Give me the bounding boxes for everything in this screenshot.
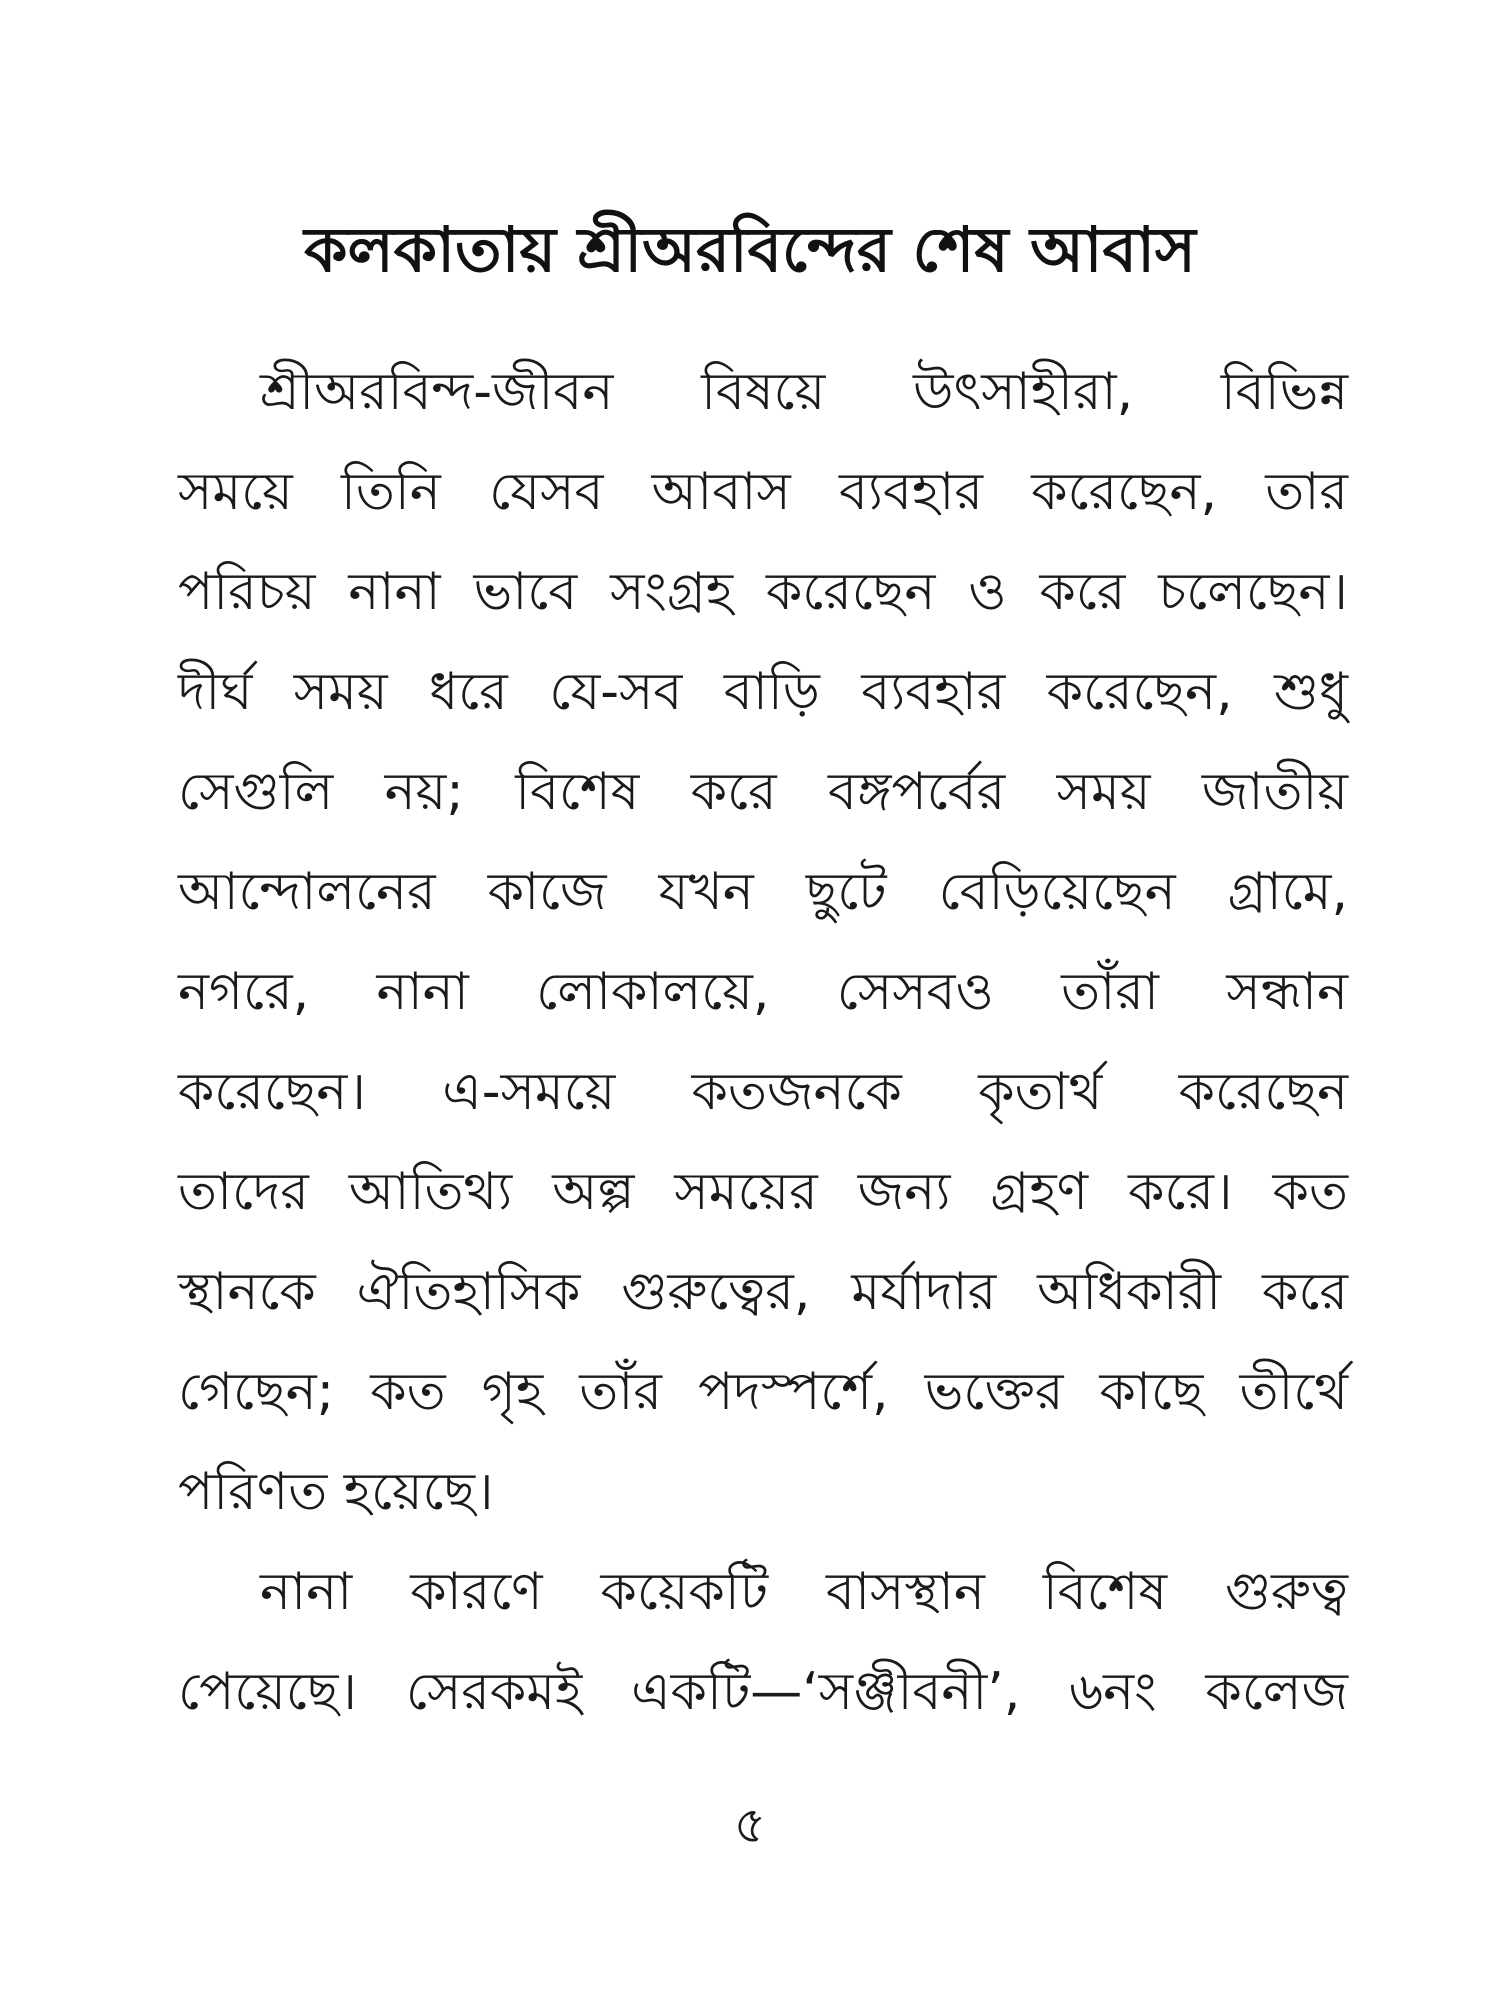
text-line: দীর্ঘ সময় ধরে যে-সব বাড়ি ব্যবহার করেছেন, শুধু (178, 662, 1348, 722)
text-line: স্থানকে ঐতিহাসিক গুরুত্বের, মর্যাদার অধিকারী করে (178, 1262, 1348, 1322)
text-line: সময়ে তিনি যেসব আবাস ব্যবহার করেছেন, তার (178, 462, 1348, 522)
text-line: তাদের আতিথ্য অল্প সময়ের জন্য গ্রহণ করে। কত (178, 1162, 1348, 1222)
text-line: করেছেন। এ-সময়ে কতজনকে কৃতার্থ করেছেন (178, 1062, 1348, 1122)
text-line: পরিণত হয়েছে। (178, 1462, 494, 1522)
text-line: নগরে, নানা লোকালয়ে, সেসবও তাঁরা সন্ধান (178, 962, 1348, 1022)
text-line: নানা কারণে কয়েকটি বাসস্থান বিশেষ গুরুত্ব (260, 1562, 1348, 1622)
chapter-title: কলকাতায় শ্রীঅরবিন্দের শেষ আবাস (304, 213, 1196, 286)
text-line: সেগুলি নয়; বিশেষ করে বঙ্গপর্বের সময় জাতীয় (178, 762, 1348, 822)
page-number: ৫ (733, 1796, 767, 1854)
text-line: আন্দোলনের কাজে যখন ছুটে বেড়িয়েছেন গ্রামে, (178, 862, 1348, 922)
text-line: পরিচয় নানা ভাবে সংগ্রহ করেছেন ও করে চলেছেন। (178, 562, 1348, 622)
text-line: পেয়েছে। সেরকমই একটি—‘সঞ্জীবনী’, ৬নং কলেজ (178, 1662, 1348, 1722)
text-line: গেছেন; কত গৃহ তাঁর পদস্পর্শে, ভক্তের কাছে তীর্থে (178, 1362, 1348, 1422)
text-line: শ্রীঅরবিন্দ-জীবন বিষয়ে উৎসাহীরা, বিভিন্ন (260, 362, 1348, 422)
